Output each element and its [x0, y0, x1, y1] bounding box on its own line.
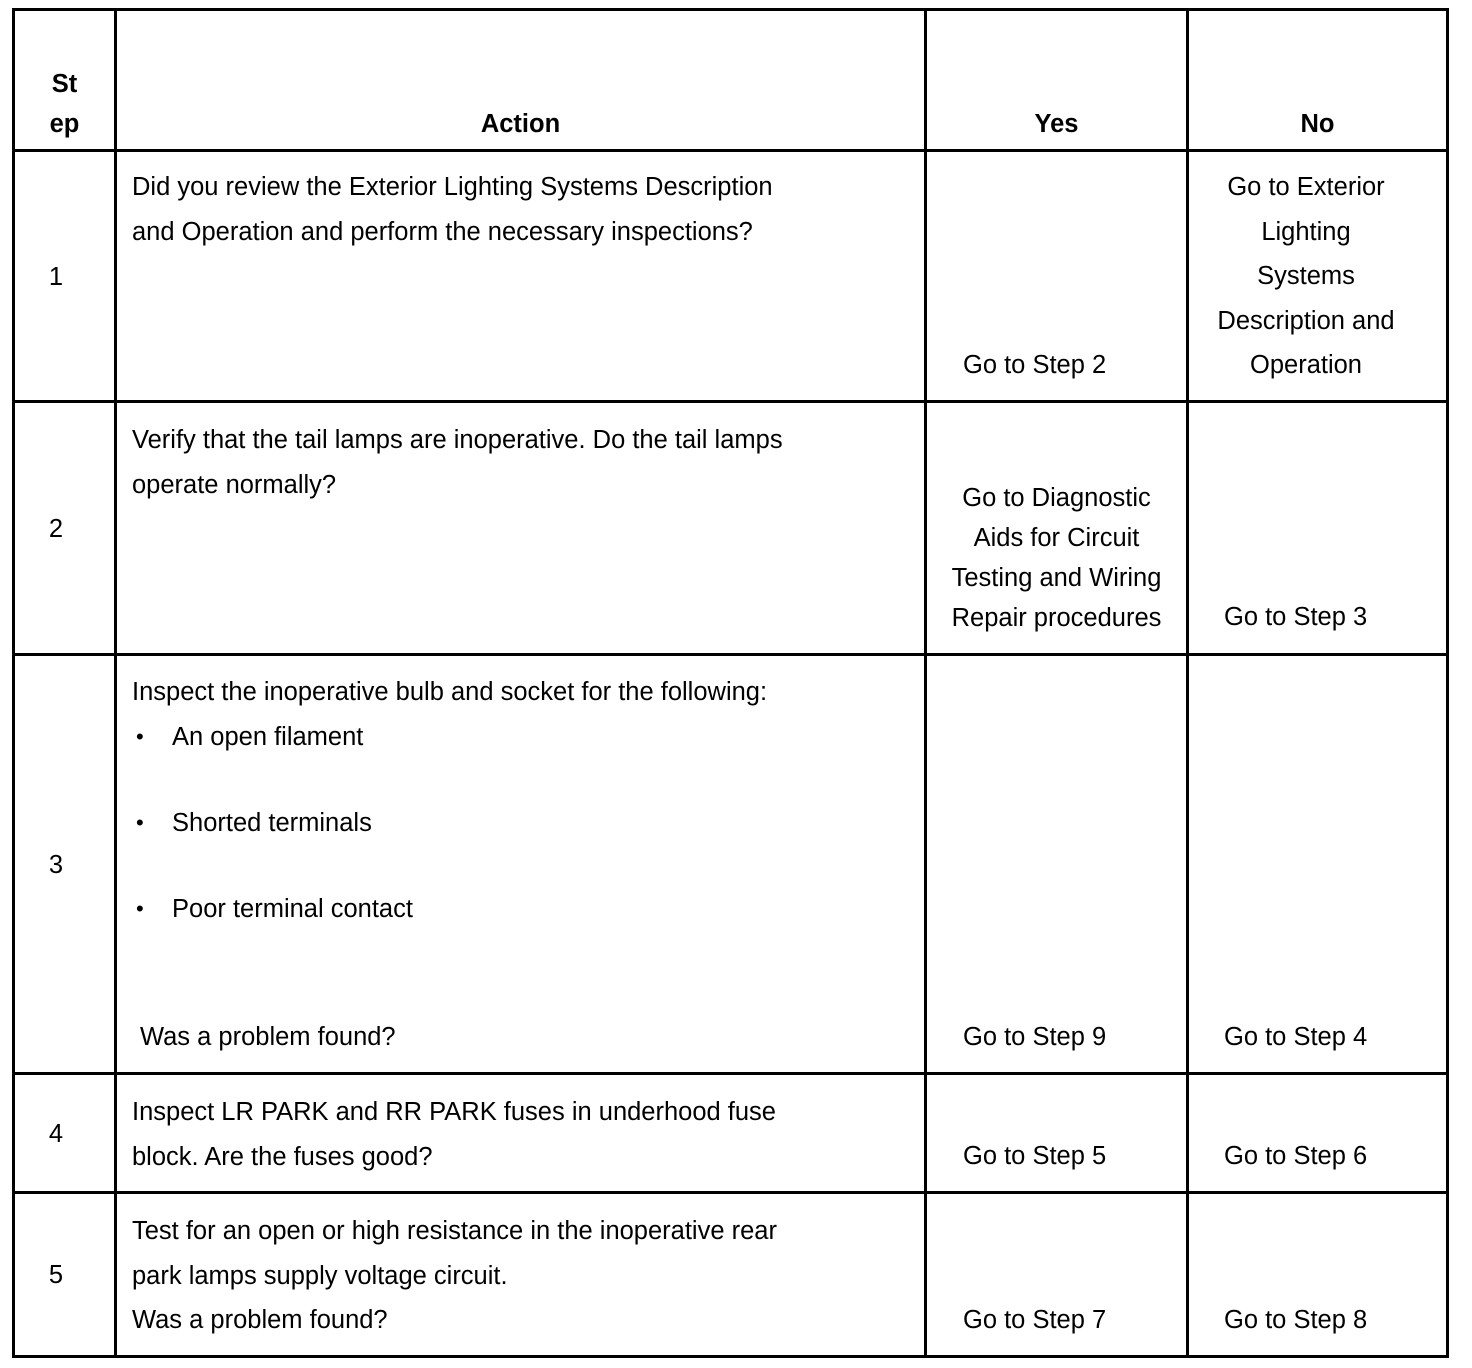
- row-1-action: [132, 165, 773, 254]
- header-step-line-2: ep: [49, 110, 80, 138]
- row-4-action-line-2: block. Are the fuses good?: [132, 1142, 433, 1171]
- row-5-action-line-1: Test for an open or high resistance in the inoperative rear: [132, 1217, 777, 1245]
- row-5-step: 5: [48, 1261, 64, 1289]
- row-1-no-line-3: Systems: [1257, 262, 1355, 290]
- row-5-no: Go to Step 8: [1224, 1306, 1368, 1334]
- row-divider-2: [12, 653, 1449, 656]
- row-5-action: [132, 1209, 777, 1343]
- row-2-step: 2: [48, 515, 64, 543]
- row-3-no: Go to Step 4: [1224, 1023, 1368, 1051]
- header-step-line-1: St: [51, 70, 78, 98]
- row-1-step: 1: [48, 263, 64, 291]
- row-4-action: [132, 1090, 776, 1179]
- row-divider-1: [12, 400, 1449, 403]
- row-2-yes-line-1: Go to Diagnostic: [962, 484, 1151, 512]
- bullet-1-text: An open filament: [172, 723, 364, 751]
- row-3-step: 3: [48, 851, 64, 879]
- row-2-yes: [927, 478, 1186, 638]
- bullet-2-symbol: •: [136, 810, 144, 835]
- bullet-3-text: Poor terminal contact: [172, 895, 413, 923]
- row-4-action-line-1: Inspect LR PARK and RR PARK fuses in underhood fuse: [132, 1098, 776, 1126]
- row-4-no: Go to Step 6: [1224, 1142, 1368, 1170]
- row-2-yes-line-2: Aids for Circuit: [973, 524, 1140, 552]
- row-4-yes: Go to Step 5: [963, 1142, 1107, 1170]
- row-1-no-line-1: Go to Exterior: [1227, 173, 1385, 201]
- row-3-yes: Go to Step 9: [963, 1023, 1107, 1051]
- table-border-right: [1446, 8, 1449, 1358]
- row-divider-4: [12, 1191, 1449, 1194]
- row-4-step: 4: [48, 1120, 64, 1148]
- row-1-action-line-1: Did you review the Exterior Lighting Systems Description: [132, 173, 773, 201]
- header-step: [15, 64, 114, 144]
- row-1-no: [1189, 165, 1423, 388]
- header-action: Action: [480, 110, 561, 138]
- row-2-no: Go to Step 3: [1224, 603, 1368, 631]
- row-1-no-line-2: Lighting: [1261, 217, 1351, 246]
- row-1-no-line-4: Description and: [1217, 306, 1395, 335]
- header-no: No: [1300, 110, 1335, 138]
- row-5-yes: Go to Step 7: [963, 1306, 1107, 1334]
- row-1-no-line-5: Operation: [1250, 351, 1362, 379]
- row-2-action-line-2: operate normally?: [132, 470, 337, 499]
- bullet-1-symbol: •: [136, 724, 144, 749]
- row-2-yes-line-4: Repair procedures: [951, 604, 1162, 632]
- header-yes: Yes: [1034, 110, 1079, 138]
- header-divider: [12, 149, 1449, 152]
- row-2-action: [132, 418, 783, 507]
- row-3-action-question: Was a problem found?: [140, 1023, 396, 1051]
- col-divider-action-yes: [924, 8, 927, 1358]
- row-2-yes-line-3: Testing and Wiring: [951, 564, 1162, 592]
- bullet-3-symbol: •: [136, 896, 144, 921]
- row-divider-3: [12, 1072, 1449, 1075]
- row-1-yes: Go to Step 2: [963, 351, 1107, 379]
- row-3-action-intro: Inspect the inoperative bulb and socket for the following:: [132, 678, 768, 706]
- bullet-2-text: Shorted terminals: [172, 809, 372, 837]
- row-5-action-line-2: park lamps supply voltage circuit.: [132, 1261, 508, 1290]
- col-divider-step-action: [114, 8, 117, 1358]
- table-border-bottom: [12, 1355, 1449, 1358]
- row-2-action-line-1: Verify that the tail lamps are inoperative. Do the tail lamps: [132, 426, 783, 454]
- row-5-action-line-3: Was a problem found?: [132, 1306, 388, 1334]
- row-1-action-line-2: and Operation and perform the necessary inspections?: [132, 217, 753, 246]
- table-border-top: [12, 8, 1449, 11]
